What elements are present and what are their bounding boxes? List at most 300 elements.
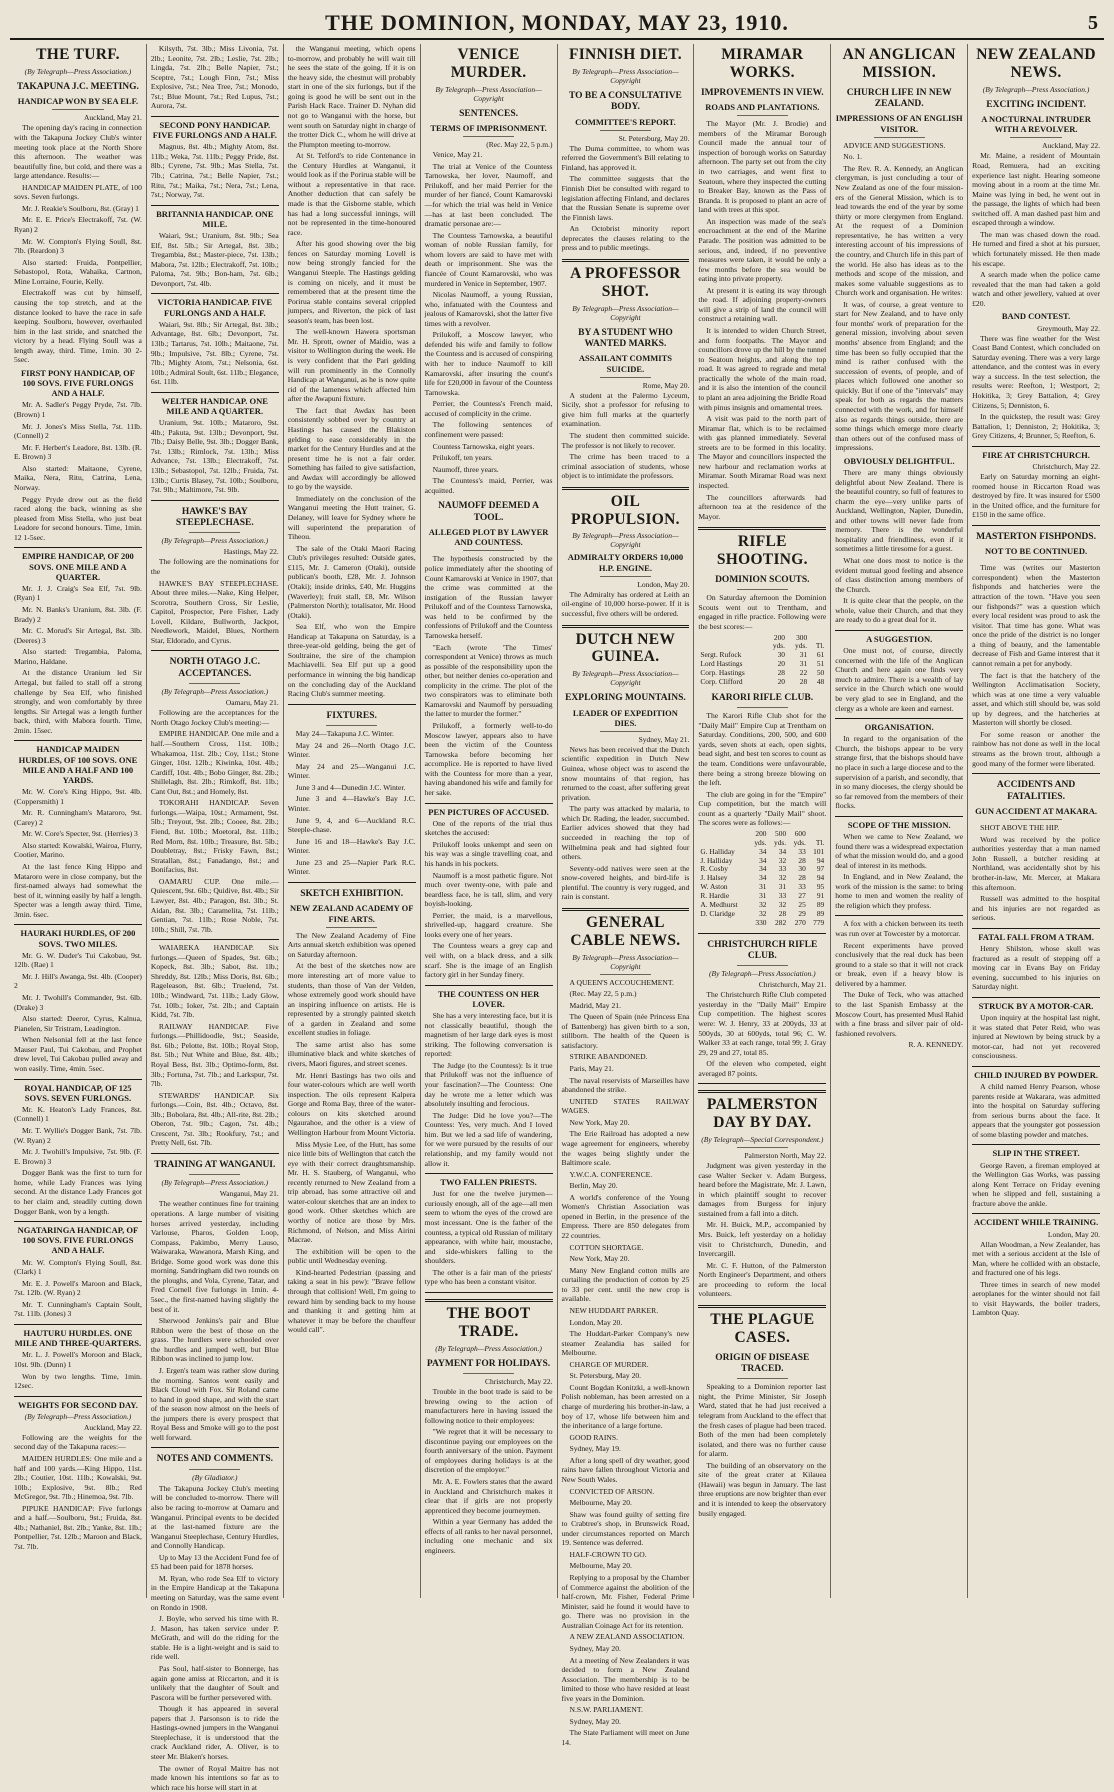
scores-row: Lord Hastings 20 31 51 bbox=[700, 659, 825, 669]
article-deck: IMPRESSIONS OF AN ENGLISH VISITOR. bbox=[835, 113, 963, 134]
article-paragraph: Sydney, May 20. bbox=[569, 1643, 621, 1653]
article-paragraph: The building of an observatory on the site of the great crater at Kilauea (Hawaii) was begun in January. The last three eruptions are now brighter than ever and it is intended to keep the observatory busily engaged. bbox=[698, 1460, 827, 1518]
article-paragraph: Perrier, the Countess's French maid, accused of complicity in the crime. bbox=[424, 399, 553, 418]
article-paragraph: Madrid, May 21. bbox=[569, 1000, 621, 1010]
scores-row: W. Aston 31 31 33 95 bbox=[700, 882, 825, 892]
article-deck: HAURAKI HURDLES, OF 200 SOVS. TWO MILES. bbox=[20, 928, 136, 949]
article-paragraph: Mr. W. Core's King Hippo, 9st. 4lb. (Coppersmith) 1 bbox=[14, 787, 142, 806]
article-paragraph: A student at the Palermo Lyceum, Sicily, shot a professor for refusing to give him full marks at the quarterly examination. bbox=[561, 390, 690, 429]
article-paragraph: The man was chased down the road. He turned and fired a shot at his pursuer, which fortunately missed. He then made his escape. bbox=[972, 229, 1100, 268]
article-paragraph: Mr. N. Banks's Uranium, 8st. 3lb. (F. Brady) 2 bbox=[14, 605, 142, 624]
item-divider bbox=[14, 740, 142, 741]
article-paragraph: Mr. C. F. Hutton, of the Palmerston North Engineer's Department, and others are proceeding to reform the local volunteers. bbox=[698, 1260, 827, 1299]
article-paragraph: Mr. T. Cunningham's Captain Soult, 7st. 11lb. (Jones) 3 bbox=[14, 1299, 142, 1319]
article-dateline: Christchurch, May 21. bbox=[758, 980, 827, 990]
short-rule bbox=[52, 109, 103, 110]
article-paragraph: Mr. J. Twohill's Impulsive, 7st. 9lb. (F. E. Brown) 3 bbox=[14, 1147, 142, 1166]
short-rule bbox=[737, 965, 788, 966]
article-subheadline: PAYMENT FOR HOLIDAYS. bbox=[426, 1358, 551, 1369]
article-paragraph: One of the reports of the trial thus sketches the accused: bbox=[424, 818, 553, 838]
article-paragraph: Perrier, the maid, is a marvellous, shrivelled-up, haggard creature. She looks every one of her years. bbox=[424, 910, 553, 939]
article-paragraph: Sherwood Jenkins's pair and Blue Ribbon were the best of those on the grass. The hurdlers were schooled over the hurdles and jumped well, but Blue Ribbon was inclined to jump low. bbox=[150, 1316, 279, 1364]
article-paragraph: June 3 and 4—Hawke's Bay J.C. Winter. bbox=[287, 794, 416, 814]
short-rule bbox=[1010, 819, 1061, 820]
article-headline: FINNISH DIET. bbox=[568, 46, 682, 63]
article-deck: FATAL FALL FROM A TRAM. bbox=[978, 931, 1094, 942]
article-byline: By Telegraph—Press Association—Copyright bbox=[572, 303, 679, 322]
short-rule bbox=[737, 1378, 788, 1379]
article-subheadline: MASTERTON FISHPONDS. bbox=[976, 531, 1096, 542]
article-paragraph: New York, May 20. bbox=[569, 1254, 630, 1264]
article-paragraph: Mr. W. Core's Specter, 9st. (Herries) 3 bbox=[22, 829, 138, 839]
article-deck: SCOPE OF THE MISSION. bbox=[847, 819, 951, 830]
article-subheadline: SENTENCES. bbox=[459, 108, 518, 119]
item-divider bbox=[425, 1173, 553, 1174]
article-subheadline: ORIGIN OF DISEASE TRACED. bbox=[715, 1352, 810, 1374]
column-1 bbox=[10, 44, 146, 1598]
article-headline: VENICE MURDER. bbox=[450, 46, 527, 81]
article-paragraph: The following sentences of confinement were passed: bbox=[424, 420, 553, 439]
article-paragraph: "Each (wrote 'The Times' correspondent at Venice) throws as much as possible of the responsibility upon the other, but neither denies co-operation and complicity in the crime. The plot of the two conspirators was to eliminate both Kamarovski and Naumoff by persuading the latter to murder the former." bbox=[424, 642, 553, 719]
article-paragraph: HALF-CROWN TO GO. bbox=[569, 1549, 647, 1559]
article-paragraph: Mr. T. Wyllie's Dogger Bank, 7st. 7lb. (W. Ryan) 2 bbox=[14, 1126, 142, 1145]
article-paragraph: Prilukoff, a formerly well-to-do Moscow lawyer, appears also to have been the victim of the Countess Tarnowska before becoming her accomplice. He is reported to have lived with the Countess for more than a year, having abandoned his wife and family for her sake. bbox=[424, 721, 553, 797]
article-deck: ROYAL HANDICAP, OF 125 SOVS. SEVEN FURLONGS. bbox=[24, 1082, 132, 1103]
article-paragraph: The Takapuna Jockey Club's meeting will be concluded to-morrow. There will also be racing to-morrow at Oamaru and Wanganui. Principal events to be decided at the last-named fixture are the Wanganui Steeplechase, Century Hurdles, and Connolly Handicap. bbox=[150, 1483, 279, 1551]
article-deck: ALLEGED PLOT BY LAWYER AND COUNTESS. bbox=[428, 527, 549, 548]
article-paragraph: Mr. E. J. Powell's Maroon and Black, 7st. 12lb. (W. Ryan) 2 bbox=[14, 1278, 142, 1298]
article-headline: OIL PROPULSION. bbox=[571, 492, 680, 528]
article-paragraph: Sea Elf, who won the Empire Handicap at Takapuna on Saturday, is a three-year-old gelding, being the get of Soultraine, the sire of the champion Machiavelli. Sea Elf put up a good performance in winning the big handicap on the concluding day of the Auckland Racing Club's summer meeting. bbox=[287, 622, 416, 699]
article-paragraph: Mr. H. Buick, M.P., accompanied by Mrs. Buick, left yesterday on a holiday visit to Christchurch, Dunedin, and Invercargill. bbox=[698, 1220, 827, 1259]
article-paragraph: Mr. R. Cunningham's Mataroro, 9st. (Carey) 2 bbox=[14, 808, 142, 827]
article-byline: By Telegraph—Press Association—Copyright bbox=[435, 84, 542, 103]
article-byline: By Telegraph—Press Association—Copyright bbox=[572, 66, 679, 85]
item-divider bbox=[14, 1079, 142, 1080]
section-divider bbox=[698, 1305, 826, 1308]
article-subheadline: SKETCH EXHIBITION. bbox=[300, 888, 404, 899]
article-dateline: Auckland, May 21. bbox=[83, 113, 142, 123]
item-divider bbox=[972, 997, 1100, 998]
item-divider bbox=[972, 773, 1100, 774]
short-rule bbox=[463, 1373, 514, 1374]
article-deck: STRUCK BY A MOTOR-CAR. bbox=[978, 1000, 1094, 1011]
article-byline: (By Telegraph—Press Association.) bbox=[24, 1411, 132, 1421]
article-headline: PALMERSTON DAY BY DAY. bbox=[706, 1096, 818, 1132]
article-paragraph: Following are the acceptances for the North Otago Jockey Club's meeting:— bbox=[150, 708, 279, 727]
article-paragraph: Mr. J. Jones's Miss Stella, 7st. 11lb. (Connell) 2 bbox=[14, 421, 142, 441]
article-paragraph: The New Zealand Academy of Fine Arts annual sketch exhibition was opened on Saturday afternoon. bbox=[287, 930, 416, 959]
article-dateline: Palmerston North, May 22. bbox=[744, 1151, 827, 1161]
article-paragraph: Waiari, 9st.; Uranium, 8st. 9lb.; Sea Elf, 8st. 5lb.; Sir Artegal, 8st. 3lb.; Tregambia, 8st.; Master-piece, 7st. 13lb.; Mabora, 7st. 12lb.; Electrakoff, 7st. 10lb.; Paloma, 7st. 9lb.; Bon-ham, 7st. 6lb.; Devonport, 7st. 4lb. bbox=[150, 231, 279, 288]
item-divider bbox=[151, 1153, 279, 1154]
article-subheadline: TRAINING AT WANGANUI. bbox=[154, 1160, 276, 1170]
item-divider bbox=[835, 718, 963, 719]
article-paragraph: Mr. K. Heaton's Lady Frances, 8st. (Connell) 1 bbox=[14, 1104, 142, 1124]
article-paragraph: There was fine weather for the West Coast Band Contest, which concluded on Saturday evening. There was a very large attendance, and the contest was in every way a success. In the test selection, the results were: Reefton, 1; Westport, 2; Hokitika, 3; Grey Battalion, 4; Grey Citizens, 5; Denniston, 6. bbox=[972, 333, 1100, 410]
article-paragraph: Prilukoff, a Moscow lawyer, who defended his wife and family to follow the Countess and is accused of conspiring with her to induce Naumoff to kill Kamarovski, after insuring the count's life for £20,000 in favour of the Countess Tarnowska. bbox=[424, 330, 553, 397]
article-paragraph: Mr. W. Compton's Flying Soull, 8st. 7lb. (Reardon) 3 bbox=[14, 236, 142, 256]
article-paragraph: The club are going in for the "Empire" Cup competition, but the match will count as a quarterly "Daily Mail" shoot. The scores were as follows:— bbox=[698, 789, 827, 828]
article-paragraph: J. Ergen's team was rather slow during the morning. Santos went easily and Black Cloud with Fox. Sir Roland came to hand in good shape, and with the start of the season now almost on the heels of the jumpers there is every prospect that Royal Bess and Smoke will go to the post well forward. bbox=[150, 1365, 279, 1442]
article-paragraph: June 23 and 25—Napier Park R.C. Winter. bbox=[287, 857, 416, 877]
article-dateline: Wanganui, May 21. bbox=[219, 1189, 279, 1199]
article-paragraph: The Rev. R. A. Kennedy, an Anglican clergyman, is just concluding a tour of New Zealand as one of the four mission-ers of the General Mission, which is to lead towards the end of the year by some thirty or more clergymen from England. At the request of a Dominion representative, he has written a very interesting account of his impressions of the country, and Church life in this part of the world. He also has ideas as to the methods and scope of the mission, and makes some valuable suggestions as to Church work and organisation. He writes: bbox=[835, 163, 964, 298]
short-rule bbox=[600, 377, 651, 378]
article-paragraph: The Mayor (Mr. J. Brodie) and members of the Miramar Borough Council made the annual tour of inspection of borough works on Saturday afternoon. The party set out from the city in two carriages, and went first to Seatoun, where they inspected the cutting to Breaker Bay, known as the Pass of Branda. It is proposed to plant an acre of land with trees at this spot. bbox=[698, 119, 827, 215]
masthead-title: THE DOMINION, MONDAY, MAY 23, 1910. bbox=[325, 10, 789, 35]
item-divider bbox=[151, 1447, 279, 1448]
article-deck: SECOND PONY HANDICAP. FIVE FURLONGS AND A HALF. bbox=[152, 119, 277, 141]
article-paragraph: Magnus, 8st. 4lb.; Mighty Atom, 8st. 11lb.; Weka, 7st. 11lb.; Peggy Pride, 8st. 8lb.; Cyrene, 7st. 9lb.; Mas Stella, 7st. 7lb.; Catrina, 7st.; Belle Napier, 7st.; Ritu, 7st.; Maika, 7st.; Nera, 7st.; Lena, 7st.; Norway, 7st. bbox=[150, 142, 279, 200]
article-headline: GENERAL CABLE NEWS. bbox=[570, 913, 681, 949]
article-paragraph: The Countess's maid, Perrier, was acquitted. bbox=[424, 476, 553, 495]
article-subheadline: NAUMOFF DEEMED A TOOL. bbox=[438, 501, 540, 523]
article-paragraph: Mr. J. Twohill's Commander, 9st. 6lb. (Drake) 3 bbox=[14, 993, 142, 1012]
article-byline: (By Telegraph—Press Association.) bbox=[161, 536, 269, 546]
item-divider bbox=[151, 116, 279, 117]
article-paragraph: STRIKE ABANDONED. bbox=[569, 1052, 648, 1062]
article-deck: GUN ACCIDENT AT MAKARA. bbox=[975, 805, 1097, 816]
article-paragraph: Prilukoff, ten years. bbox=[432, 453, 493, 463]
article-paragraph: MAIDEN HURDLES: One mile and a half and 100 yards.—King Hippo, 11st. 2lb.; Coutier, 10st. 11lb.; Kowalski, 9st. 10lb.; Explosive, 9st. 8lb.; Red McGregor, 9st. 7lb.; Hinemoa, 9st. 7lb. bbox=[14, 1453, 142, 1502]
short-rule bbox=[1010, 137, 1061, 138]
article-dateline: Christchurch, May 22. bbox=[1032, 461, 1100, 471]
article-paragraph: Prilukoff looks unkempt and seen on his way was a single travelling coat, and his hands in his pockets. bbox=[424, 839, 553, 868]
article-paragraph: A NEW ZEALAND ASSOCIATION. bbox=[569, 1632, 685, 1642]
article-paragraph: The Erie Railroad has adopted a new wage agreement for engineers, whereby the wages being slightly under the Baltimore scale. bbox=[561, 1129, 690, 1168]
article-paragraph: The opening day's racing in connection with the Takapuna Jockey Club's winter meeting took place at the North Shore this afternoon. The weather was beautifully fine, but cold, and there was a large attendance. Results:— bbox=[14, 123, 142, 181]
article-subheadline: KARORI RIFLE CLUB. bbox=[711, 692, 814, 703]
item-divider bbox=[972, 1144, 1100, 1145]
article-paragraph: Mr. J. Reakie's Soulboru, 8st. (Gray) 1 bbox=[22, 203, 139, 213]
article-headline: RIFLE SHOOTING. bbox=[716, 533, 808, 569]
article-paragraph: Count Bogdan Konitzki, a well-known Polish nobleman, has been arrested on a charge of murdering his brother-in-law, a boy of 17, whose life between him and the inheritance of a large fortune. bbox=[561, 1382, 690, 1431]
article-paragraph: Also started: Maitaone, Cyrene, Maika, Nera, Ritu, Catrina, Lena, Norway. bbox=[14, 463, 142, 492]
item-divider bbox=[14, 924, 142, 925]
article-paragraph: It is intended to widen Church Street, and form footpaths. The Mayor and councillors drove up the hill by the tunnel to Seatoun heights, and along the top road. It was agreed to regrade and metal practically the whole of the main road, and it is also the intention of the council to plant an area adjoining the Bridle Road with pinus insignis and ornamental trees. bbox=[698, 326, 827, 412]
newspaper-columns bbox=[10, 44, 1104, 1792]
article-paragraph: The following are the nominations for the bbox=[150, 557, 279, 576]
article-subheadline: CHRISTCHURCH RIFLE CLUB. bbox=[707, 939, 818, 961]
article-paragraph: RAILWAY HANDICAP. Five furlongs.—Phillidoodle, 9st.; Seaside, 8st. 6lb.; Pelotte, 8st. 10lb.; Royal Stop, 8st. 5lb.; Nut White and Blue, 8st. 4lb.; Royal Bess, 8st. 3lb.; Optimo-form, 8st. 3lb.; Fortuna, 7st. 7lb.; and Larkspur, 7st. 7lb. bbox=[150, 1021, 279, 1089]
article-byline: By Telegraph—Press Association—Copyright bbox=[572, 531, 679, 550]
article-paragraph: When we came to New Zealand, we found there was a widespread expectation of what the mission would do, and a good deal of interest in its methods. bbox=[835, 831, 964, 870]
column-4 bbox=[420, 44, 557, 1598]
article-paragraph: Russell was admitted to the hospital and his injuries are not regarded as serious. bbox=[972, 894, 1100, 923]
item-divider bbox=[425, 803, 553, 804]
article-paragraph: Time was (writes our Masterton correspondent) when the Masterton fishponds and hatcheries were the attraction of the town. "Have you seen our fishponds?" was a question which every local resident was proud to ask the visitor. That time has gone. What was once the pride of the district is no longer a thing of beauty, and the lamentable decrease of Fish and Game interest that it cannot remain a pet for anybody. bbox=[972, 563, 1100, 668]
article-deck: OBVIOUSLY DELIGHTFUL. bbox=[843, 455, 955, 466]
item-divider bbox=[425, 985, 553, 986]
article-deck: ASSAILANT COMMITS SUICIDE. bbox=[578, 353, 672, 374]
article-deck: ADMIRALTY ORDERS 10,000 H.P. ENGINE. bbox=[567, 552, 684, 573]
article-paragraph: The Admiralty has ordered at Leith an oil-engine of 10,000 horse-power. If it is successful, five others will be ordered. bbox=[561, 589, 690, 618]
article-deck: TWO FALLEN PRIESTS. bbox=[440, 1177, 537, 1188]
article-paragraph: OAMARU CUP. One mile.—Quiescent, 9st. 6lb.; Quidive, 8st. 4lb.; Sir Lawyer, 8st. 4lb.; Paragon, 8st. 3lb.; St. Aidan, 8st. 3lb.; Caramelita, 7st. 11lb.; Gentian, 7st. 11lb.; Rose Noble, 7st. 10lb.; Shill, 7st. 7lb. bbox=[150, 876, 279, 934]
article-dateline: St. Petersburg, May 20. bbox=[618, 133, 690, 143]
article-paragraph: George Raven, a fireman employed at the Wellington Gas Works, was passing along Kent Terrace on Friday evening when he slipped and fell, sustaining a fracture above the ankle. bbox=[972, 1160, 1100, 1208]
short-rule bbox=[189, 683, 240, 684]
article-paragraph: May 24—Takapuna J.C. Winter. bbox=[295, 729, 394, 739]
scores-row: R. Cosby 34 33 30 97 bbox=[700, 864, 825, 874]
article-paragraph: The Countess Tarnowska, a beautiful woman of noble Russian family, for whom lovers are said to have met with death or imprisonment. She was the fiancée of Count Kamarovski, who was murdered in Venice in September, 1907. bbox=[424, 230, 553, 288]
article-subheadline: EXCITING INCIDENT. bbox=[986, 99, 1086, 110]
article-paragraph: Word was received by the police authorities yesterday that a man named John Russell, a butcher residing at Northland, was accidentally shot by his brother-in-law, Mr. Mercer, at Makara this afternoon. bbox=[972, 834, 1100, 892]
article-deck: WEIGHTS FOR SECOND DAY. bbox=[18, 1399, 138, 1410]
article-deck: CHILD INJURED BY POWDER. bbox=[974, 1069, 1098, 1080]
article-paragraph: June 9, 4, and 6—Auckland R.C. Steeple-chase. bbox=[287, 815, 416, 835]
item-divider bbox=[835, 915, 963, 916]
article-paragraph: May 24 and 25—Wanganui J.C. Winter. bbox=[287, 761, 416, 781]
article-paragraph: WAIAREKA HANDICAP. Six furlongs.—Queen of Spades, 9st. 6lb.; Kopeck, 8st. 3lb.; Sabot, 8st. 1lb.; Shreddy, 8st. 12lb.; Miss Doris, 8st. 6lb.; Rageleason, 8st. 6lb.; Truelend, 7st. 10lb.; Windward, 7st. 11lb.; Lady Glow, 7st. 10lb.; Ioker, 7st. 2lb.; and Captain Kidd, 7st. 7lb. bbox=[150, 943, 279, 1020]
article-byline: (By Telegraph—Press Association.) bbox=[24, 66, 132, 76]
article-paragraph: Naumoff, three years. bbox=[432, 464, 499, 474]
article-paragraph: The crime has been traced to a criminal association of students, whose object is to intimidate the professors. bbox=[561, 452, 690, 481]
article-paragraph: J. Boyle, who served his time with R. J. Mason, has taken service under P. McGrath, and will do the riding for the stable. He is a light-weight and is said to ride well. bbox=[150, 1614, 279, 1662]
article-paragraph: CONVICTED OF ARSON. bbox=[569, 1486, 655, 1496]
article-headline: MIRAMAR WORKS. bbox=[721, 46, 804, 81]
article-paragraph: Just for one the twelve jurymen—curiously enough, all of the age—all men seem to whom the eyes of the crowd are most incessant. One is the father of the countess, a typical old Russian of military appearance, with white hair, moustache, and side-whiskers falling to the shoulders. bbox=[424, 1189, 553, 1266]
article-paragraph: An inspection was made of the sea's encroachment at the end of the Marine Parade. The position was admitted to be serious, and, indeed, if no preventive measures were taken, it would be only a few months before the sea would be eating into private property. bbox=[698, 216, 827, 284]
article-deck: PEN PICTURES OF ACCUSED. bbox=[428, 806, 549, 817]
article-subheadline: NOTES AND COMMENTS. bbox=[156, 1454, 273, 1465]
article-paragraph: A visit was paid to the north part of Miramar flat, which is to be reclaimed with gas planned immediately. Several streets are to be formed in this locality. The Mayor and councillors inspected the new harbour and reclamation works at Miramar. South Miramar Road was next inspected. bbox=[698, 414, 827, 491]
article-paragraph: Also started: Deeror, Cyrus, Kalnua, Pianelen, Sir Tristram, Leadington. bbox=[14, 1014, 142, 1033]
article-paragraph: A fox with a chicken between its teeth was run over at Towcester by a motorcar. bbox=[835, 919, 964, 939]
article-paragraph: NEW HUDDART PARKER. bbox=[569, 1305, 659, 1315]
article-paragraph: She has a very interesting face, but it is not classically beautiful, though the magnetism of her large dark eyes is most striking. The following conversation is reported: bbox=[424, 1011, 553, 1059]
article-paragraph: HAWKE'S BAY STEEPLECHASE. About three miles.—Nake, King Helper, Scorotra, Southern Cross, Sir Leslie, Capitol, Prospector, Pere Fisher, Lady Lovell, Kildare, Bullworth, Jackpot, Needlework, Maidel, Blues, Northern Star, Eldorado, and Cyrus. bbox=[150, 578, 279, 645]
article-paragraph: GOOD RAINS. bbox=[569, 1432, 619, 1442]
short-rule bbox=[600, 731, 651, 732]
article-dateline: Sydney, May 21. bbox=[638, 734, 690, 744]
short-rule bbox=[463, 550, 514, 551]
item-divider bbox=[425, 1292, 553, 1293]
article-paragraph: The Queen of Spain (née Princess Ena of Battenberg) has given birth to a son, stillborn. The health of the Queen is satisfactory. bbox=[561, 1012, 690, 1050]
article-deck: A SUGGESTION. bbox=[866, 633, 933, 644]
article-paragraph: The Judge: Did he love you?—The Countess: Yes, very much. And I loved him. But we led a sad life of wandering, for we were pursued by the results of our relationship, and my family would not allow it. bbox=[424, 1110, 553, 1168]
article-paragraph: the Wanganui meeting, which opens to-morrow, and probably he will wait till he sees the state of the going. If it is on the heavy side, the chestnut will probably start in one of the six furlongs, but if the going is good he will be sent out in the Parish Hack Race. Trainer D. Nyhan did not go to Wanganui with the horse, but went south on Saturday night in charge of the trotter Dick C., whom he will drive at the Plumpton meeting to-morrow. bbox=[287, 44, 416, 149]
article-paragraph: The fact is that the hatchery of the Wellington Acclimatisation Society, which was at one time a very valuable asset, and which still should be, was sold up by degrees, and the hatcheries at Masterton will shortly be closed. bbox=[972, 670, 1100, 728]
short-rule bbox=[600, 130, 651, 131]
article-paragraph: Of the eleven who competed, eight averaged 87 points. bbox=[698, 1059, 827, 1078]
article-subheadline: TO BE A CONSULTATIVE BODY. bbox=[568, 90, 682, 113]
article-paragraph: The sale of the Otaki Maori Racing Club's privileges resulted: Outside gates, £115, Mr. J. Cameron (Otaki), outside publican's booth, £28, Mr. J. Johnson (Otaki); inside drinks, £40, Mr. Huggins (Waverley); fruit stall, £8, Mr. Wilson (Palmerston North); totalisator, Mr. Hood (Otaki). bbox=[287, 543, 416, 620]
masthead bbox=[10, 8, 1104, 40]
page-number: 5 bbox=[1088, 12, 1098, 34]
article-paragraph: Early on Saturday morning an eight-roomed house in Riccarton Road was destroyed by fire. It was insured for £500 in the United office, and the furniture for £150 in the same office. bbox=[972, 471, 1100, 520]
article-paragraph: Mr. J. Hill's Awanga, 9st. 4lb. (Cooper) 2 bbox=[14, 971, 142, 991]
article-paragraph: Berlin, May 20. bbox=[569, 1181, 618, 1191]
article-dateline: London, May 20. bbox=[637, 579, 690, 589]
article-paragraph: Mr. E. E. Price's Electrakoff, 7st. (W. Ryan) 2 bbox=[14, 215, 142, 235]
article-paragraph: Dogger Bank was the first to turn for home, while Lady Frances was lying second. At the distance Lady Frances got to her claim and, steadily cutting down Dogger Bank, won by a length. bbox=[14, 1168, 142, 1216]
article-paragraph: Paris, May 21. bbox=[569, 1064, 614, 1074]
article-paragraph: A child named Henry Pearson, whose parents reside at Wakarara, was admitted into the hospital on Saturday suffering from serious burns about the face. It appears that the youngster got possession of some blasting powder and matches. bbox=[972, 1081, 1100, 1139]
article-paragraph: Mr. L. J. Powell's Moroon and Black, 10st. 9lb. (Dunn) 1 bbox=[14, 1350, 142, 1369]
article-paragraph: The Duke of Teck, who was attached to the last Spanish Embassy at the Moscow Court, has presented Musl Rahid with a fine brass and silver pair of old-fashioned revolvers. bbox=[835, 990, 964, 1038]
article-deck: COMMITTEE'S REPORT. bbox=[575, 116, 676, 127]
article-paragraph: Speaking to a Dominion reporter last night, the Prime Minister, Sir Joseph Ward, stated that he had just received a telegram from Auckland to the effect that the fresh cases of plague had been traced. Both of the men had been completely isolated, and there was no further cause for alarm. bbox=[698, 1382, 827, 1459]
article-paragraph: Countess Tarnowska, eight years. bbox=[432, 441, 535, 451]
article-paragraph: Mr. F. Herbert's Leadore, 8st. 13lb. (R. E. Brown) 3 bbox=[14, 442, 142, 462]
article-paragraph: TOKORAHI HANDICAP. Seven furlongs.—Waipa, 10st.; Armament, 9st. 5lb.; Treyout, 9st. 2lb.; Cooee, 8st. 2lb.; Fiend, 8st. 10lb.; Moetoral, 8st. 11lb.; Red Morn, 8st. 10lb.; Treasure, 8st. 5lb.; Doubletray, 8st.; Frisky Fawn, 8st.; Stratallan, 8st.; Fanadango, 8st.; and Bonifacius, 8st. bbox=[150, 798, 279, 875]
short-rule bbox=[737, 589, 788, 590]
article-paragraph: When Nelsonial fell at the last fence Mauser Paul, Tui Cakobau, and Prophet drew level, Tui Cakobau pulled away and won easily. Time, 4min. 5sec. bbox=[14, 1035, 142, 1073]
article-byline: (By Telegraph—Press Association.) bbox=[161, 687, 269, 697]
article-headline: DUTCH NEW GUINEA. bbox=[575, 630, 676, 666]
article-paragraph: The committee suggests that the Finnish Diet be consulted with regard to legislation affecting Finland, and declares that the Russian Senate is supreme over the Finnish laws. bbox=[561, 174, 690, 222]
article-byline: (By Telegraph—Press Association.) bbox=[435, 1343, 542, 1353]
article-paragraph: HANDICAP MAIDEN PLATE, of 100 sovs. Seven furlongs. bbox=[14, 182, 142, 202]
article-paragraph: Melbourne, May 20. bbox=[569, 1498, 632, 1508]
article-deck: FIRE AT CHRISTCHURCH. bbox=[982, 449, 1090, 460]
article-paragraph: Won by two lengths. Time, 1min. 12sec. bbox=[14, 1371, 142, 1391]
article-paragraph: A search made when the police came revealed that the man had taken a gold watch and other jewellery, valued at over £20. bbox=[972, 270, 1100, 308]
article-deck: NEW ZEALAND ACADEMY OF FINE ARTS. bbox=[289, 903, 414, 924]
article-byline: (By Telegraph—Special Correspondent.) bbox=[701, 1135, 824, 1145]
article-subheadline: ACCIDENTS AND FATALITIES. bbox=[996, 780, 1076, 802]
article-subheadline: DOMINION SCOUTS. bbox=[715, 574, 810, 585]
article-paragraph: Electrakoff was cut by himself, causing the top stretch, and at the distance looked to have the race in safe keeping. Soulboru, however, overhauled him in the last stride, and snatched the victory by a head. Flying Soull was a length away, third. Time, 1min. 30 2-5sec. bbox=[14, 288, 142, 365]
short-rule bbox=[600, 974, 651, 975]
item-divider bbox=[151, 939, 279, 940]
short-rule bbox=[463, 136, 514, 137]
short-rule bbox=[874, 137, 925, 138]
article-paragraph: COTTON SHORTAGE. bbox=[569, 1242, 644, 1252]
column-3 bbox=[283, 44, 420, 1598]
article-subheadline: FIXTURES. bbox=[326, 710, 377, 721]
article-paragraph: Up to May 13 the Accident Fund fee of £5 had been paid for 1878 horses. bbox=[150, 1552, 279, 1572]
item-divider bbox=[835, 630, 963, 631]
scores-table: 200 500 600 yds. yds. yds. Tl. G. Halliday 34 34 33 101 J. Halliday 34 32 28 94 R. Cosby 34 33 30 97 J. Halsey 34 32 28 94 W. Aston 31 31 33 95 R. Hardie 31 33 27 91 A. Medhurst 32 32 25 89 D. Claridge 32 28 29 89 330 282 270 779 bbox=[700, 828, 825, 927]
article-paragraph: Naumoff is a most pathetic figure. Not much over twenty-one, with pale and beardless face, he is tall, slim, and very boyish-looking. bbox=[424, 870, 553, 909]
article-paragraph: Henry Shilston, whose skull was fractured as a result of stepping off a moving car in Evans Bay on Friday evening, succumbed to his injuries on Saturday night. bbox=[972, 943, 1100, 992]
item-divider bbox=[14, 1324, 142, 1325]
article-paragraph: The hypothesis constructed by the police immediately after the shooting of Count Kamarovski at Venice in 1907, that the crime was committed at the instigation of the Russian lawyer Prilukoff and of the Countess Tarnowska, was held to be confirmed by the confessions of Prilukoff and the Countess Tarnowska herself. bbox=[424, 554, 553, 640]
article-paragraph: Mr. G. W. Duder's Tui Cakobau, 9st. 12lb. (Rae) 1 bbox=[14, 950, 142, 970]
article-paragraph: Following are the weights for the second day of the Takapuna races:— bbox=[14, 1432, 142, 1452]
article-subheadline: CHURCH LIFE IN NEW ZEALAND. bbox=[846, 87, 952, 110]
article-paragraph: The Christchurch Rifle Club competed yesterday in the "Daily Mail" Empire Cup competition. The highest scores were: W. J. Henry, 33 at 200yds, 33 at 500yds, 30 at 600yds, total 96; C. W. Walker 33 at each range, total 99; J. Gray 29, 29 and 27, total 85. bbox=[698, 990, 827, 1057]
item-divider bbox=[972, 928, 1100, 929]
article-paragraph: The weather continues fine for training operations. A large number of visiting horses arrived yesterday, including Varlouse, Pharos, Golden Loop, Compass, Pakimbo, Merry Lauso, Waiwaraka, Wawanora, Marsh King, and Bridge. Some good work was done this morning. Sandringham did two rounds on the ploughs, and Vola, Cyrene, Tatar, and Fred Cornell five furlongs in 1min. 4-5sec., the first-named having slightly the best of it. bbox=[150, 1199, 279, 1314]
article-headline: THE BOOT TRADE. bbox=[446, 1304, 531, 1340]
article-paragraph: Mr. W. Compton's Flying Soull, 8st. (Clark) 1 bbox=[14, 1257, 142, 1277]
article-deck: EMPIRE HANDICAP, OF 200 SOVS. ONE MILE AND A QUARTER. bbox=[22, 551, 134, 582]
section-divider bbox=[425, 1299, 553, 1302]
section-divider bbox=[698, 1090, 826, 1093]
scores-row: Corp. Clifford 20 28 48 bbox=[700, 676, 825, 686]
article-paragraph: Shaw was found guilty of setting fire to Crabtree's shop, in Brunswick Road, under circumstances reported on March 19. Sentence was deferred. bbox=[561, 1509, 690, 1548]
article-deck: TERMS OF IMPRISONMENT. bbox=[430, 123, 547, 134]
article-dateline: Christchurch, May 22. bbox=[485, 1376, 553, 1386]
article-deck: HAUTURU HURDLES. ONE MILE AND THREE-QUARTERS. bbox=[14, 1328, 142, 1349]
item-divider bbox=[151, 392, 279, 393]
article-paragraph: The trial at Venice of the Countess Tarnowska, her lover, Naumoff, and Prilukoff, and her maid Perrier for the murder of her fiancé, Count Kamarovski—for which the trial was held in Venice—has at last been concluded. The dramatic personae are:— bbox=[424, 161, 553, 229]
article-paragraph: Seventy-odd natives were seen at the snow-covered heights, and bird-life is plentiful. The country is very rugged, and rain is constant. bbox=[561, 863, 690, 902]
article-paragraph: M. Ryan, who rode Sea Elf to victory in the Empire Handicap at the Takapuna meeting on Saturday, was the same event on Rondo in 1908. bbox=[150, 1573, 279, 1612]
article-paragraph: At present it is eating its way through the road. If adjoining property-owners will give a strip of land the council will construct a retaining wall. bbox=[698, 285, 827, 324]
scores-row: D. Claridge 32 28 29 89 bbox=[700, 908, 825, 918]
article-headline: THE PLAGUE CASES. bbox=[710, 1310, 815, 1346]
column-7 bbox=[830, 44, 967, 1598]
article-paragraph: The owner of Royal Maitre has not made known his intentions so far as to which race his horse will start in at bbox=[150, 1763, 279, 1792]
short-rule bbox=[189, 1174, 240, 1175]
article-deck: ROADS AND PLANTATIONS. bbox=[705, 102, 820, 113]
article-deck: NGATARINGA HANDICAP, OF 100 SOVS. FIVE FURLONGS AND A HALF. bbox=[17, 1225, 139, 1256]
item-divider bbox=[14, 1221, 142, 1222]
article-paragraph: The Huddart-Parker Company's new steamer Zealandia has sailed for Melbourne. bbox=[561, 1329, 690, 1358]
article-paragraph: June 16 and 18—Hawke's Bay J.C. Winter. bbox=[287, 836, 416, 856]
article-deck: WELTER HANDICAP. ONE MILE AND A QUARTER. bbox=[161, 395, 268, 416]
scores-row: R. Hardie 31 33 27 91 bbox=[700, 891, 825, 901]
article-paragraph: May 24 and 26—North Otago J.C. Winter. bbox=[287, 740, 416, 760]
article-deck: BAND CONTEST. bbox=[1001, 311, 1071, 322]
article-paragraph: Mr. A. Sadler's Peggy Pryde, 7st. 7lb. (Brown) 1 bbox=[14, 400, 142, 420]
article-paragraph: The exhibition will be open to the public until Wednesday evening. bbox=[287, 1246, 416, 1266]
article-signature: R. A. KENNEDY. bbox=[908, 1040, 964, 1050]
article-paragraph: The student then committed suicide. The professor is not likely to recover. bbox=[561, 431, 690, 450]
article-deck: ORGANISATION. bbox=[864, 722, 934, 733]
article-dateline: Rome, May 20. bbox=[642, 380, 690, 390]
article-dateline: Hastings, May 22. bbox=[223, 547, 279, 557]
article-dateline: Greymouth, May 22. bbox=[1037, 323, 1100, 333]
article-paragraph: Y.W.C.A. CONFERENCE. bbox=[569, 1169, 653, 1179]
article-paragraph: The naval reservists of Marseilles have abandoned the strike. bbox=[561, 1075, 690, 1095]
article-paragraph: CHARGE OF MURDER. bbox=[569, 1359, 649, 1369]
article-paragraph: SHOT ABOVE THE HIP. bbox=[980, 823, 1060, 833]
article-deck: A NOCTURNAL INTRUDER WITH A REVOLVER. bbox=[981, 114, 1091, 135]
article-paragraph: EMPIRE HANDICAP. One mile and a half.—Southern Cross, 11st. 10lb.; Whakamoa, 11st. 2lb.; Coy, 11st.; Stone Ginger, 10st. 12lb.; Kiwinka, 10st. 4lb.; Cardiff, 10st. 4lb.; Bobo Ginger, 8st. 2lb.; Shillelagh, 8st. 2lb.; Rimkoff, 8st. 1lb.; Cant Out, 8st.; and Homely, 8st. bbox=[150, 729, 279, 796]
article-deck: ACCIDENT WHILE TRAINING. bbox=[973, 1217, 1099, 1228]
article-paragraph: Allan Woodman, a New Zealander, has met with a serious accident at the Isle of Man, where he collided with an obstacle, and fractured one of his legs. bbox=[972, 1239, 1100, 1278]
article-byline: (By Telegraph—Press Association.) bbox=[709, 969, 816, 979]
item-divider bbox=[835, 816, 963, 817]
article-deck: THE COUNTESS ON HER LOVER. bbox=[437, 988, 540, 1009]
article-paragraph: The well-known Hawera sportsman Mr. H. Sprott, owner of Maidio, was a visitor to Wellington during the week. He is very confident that the Pari gelding will run prominently in the Connolly Handicap at Wanganui, as he is now quite rid of the lameness which affected him after the Awapuni fixture. bbox=[287, 327, 416, 404]
item-divider bbox=[151, 293, 279, 294]
article-paragraph: One must not, of course, directly concerned with the life of the Anglican Church and here again one finds very much to admire. There is a wealth of lay service in the Church which one would be very glad to see in England, and the clergy as a whole are keen and earnest. bbox=[835, 646, 964, 713]
article-paragraph: Melbourne, May 20. bbox=[569, 1561, 632, 1571]
short-rule bbox=[189, 1469, 240, 1470]
article-paragraph: At a meeting of New Zealanders it was decided to form a New Zealand Association. The membership is to be limited to those who have resided at least five years in the Dominion. bbox=[561, 1655, 690, 1703]
article-paragraph: On Saturday afternoon the Dominion Scouts went out to Trentham, and engaged in rifle practice. Following were the best scores:— bbox=[698, 593, 827, 631]
article-paragraph: UNITED STATES RAILWAY WAGES. bbox=[561, 1096, 690, 1116]
item-divider bbox=[972, 1213, 1100, 1214]
article-paragraph: The fact that Awdax has been consistently sobbed over by country at Hastings has caused the Blakiston gelding to ease considerably in the market for the Century Hurdles and at the present time he is not a fair order. Something has failed to give satisfaction, and Awdax will accordingly be allowed to go by the wayside. bbox=[287, 405, 416, 492]
scores-table: 200 300 yds. yds. Tl. Sergt. Rufock 30 31 61 Lord Hastings 20 31 51 Corp. Hastings 28 22 50 Corp. Clifford 20 28 48 bbox=[700, 632, 825, 686]
article-paragraph: Kilsyth, 7st. 3lb.; Miss Livonia, 7st. 2lb.; Leonite, 7st. 2lb.; Leslie, 7st. 2lb.; Lingda, 7st. 2lb.; Belle Napier, 7st.; Sceptre, 7st.; Lough Finn, 7st.; Miss Explosive, 7st.; Nea Tree, 7st.; Monodo, 7st.; Blue Mount, 7st.; Red Lupus, 7st.; Aurora, 7st. bbox=[150, 44, 279, 111]
article-deck: HANDICAP MAIDEN HURDLES, OF 100 SOVS. ONE MILE AND A HALF AND 100 YARDS. bbox=[18, 744, 138, 785]
article-paragraph: ADVICE AND SUGGESTIONS. bbox=[843, 140, 946, 150]
article-byline: (By Gladiator.) bbox=[192, 1472, 238, 1482]
article-deck: BRITANNIA HANDICAP. ONE MILE. bbox=[156, 208, 274, 229]
article-paragraph: June 3 and 4—Dunedin J.C. Winter. bbox=[295, 782, 406, 792]
article-paragraph: News has been received that the Dutch scientific expedition in Dutch New Guinea, whose object was to ascend the snow mountains of that region, has returned to the coast, after suffering great privation. bbox=[561, 744, 690, 802]
article-byline: By Telegraph—Press Association—Copyright bbox=[572, 669, 679, 688]
article-paragraph: Many New England cotton mills are curtailing the production of cotton by 25 to 33 per cent. until the new crop is available. bbox=[561, 1265, 690, 1304]
short-rule bbox=[189, 532, 240, 533]
column-6 bbox=[693, 44, 830, 1598]
article-paragraph: It was, of course, a great venture to start for New Zealand, and to have only four months' work of preparation for the general mission, involving about seven months' absence from England; and the time has been so fully occupied that the mind is rather confused with the succession of events, of people, and of places which followed one another so quickly. But if one of the "intervals" may speak for both as regards the matters connected with the work, and for himself also as regards things outside, there are some things which emerge more clearly than others out of the confused mass of impressions. bbox=[835, 299, 964, 453]
article-paragraph: At St. Telford's to ride Contenance in the Century Hurdles at Wanganui, it would look as if the Porirua stable will be without a representative in that race. Another deduction that can safely be made is that the Gisborne stable, which has had a long successful innings, will not be represented in the time-honoured race. bbox=[287, 151, 416, 237]
article-subheadline: BY A STUDENT WHO WANTED MARKS. bbox=[578, 327, 673, 349]
article-headline: NEW ZEALAND NEWS. bbox=[976, 46, 1096, 81]
article-paragraph: The Karori Rifle Club shot for the "Daily Mail" Empire Cup at Trentham on Saturday. Conditions, 200, 500, and 600 yards, seven shots at each, open sights, bead sight, and best ten scores to count as the team. Conditions were unfavourable, there being a strong breeze blowing on the left. bbox=[698, 711, 827, 788]
article-paragraph: At the last fence King Hippo and Mataroro were in close company, but the first-named always had somewhat the best of it, winning easily by half a length. Specter was a length away third. Time, 3min. 6sec. bbox=[14, 862, 142, 919]
